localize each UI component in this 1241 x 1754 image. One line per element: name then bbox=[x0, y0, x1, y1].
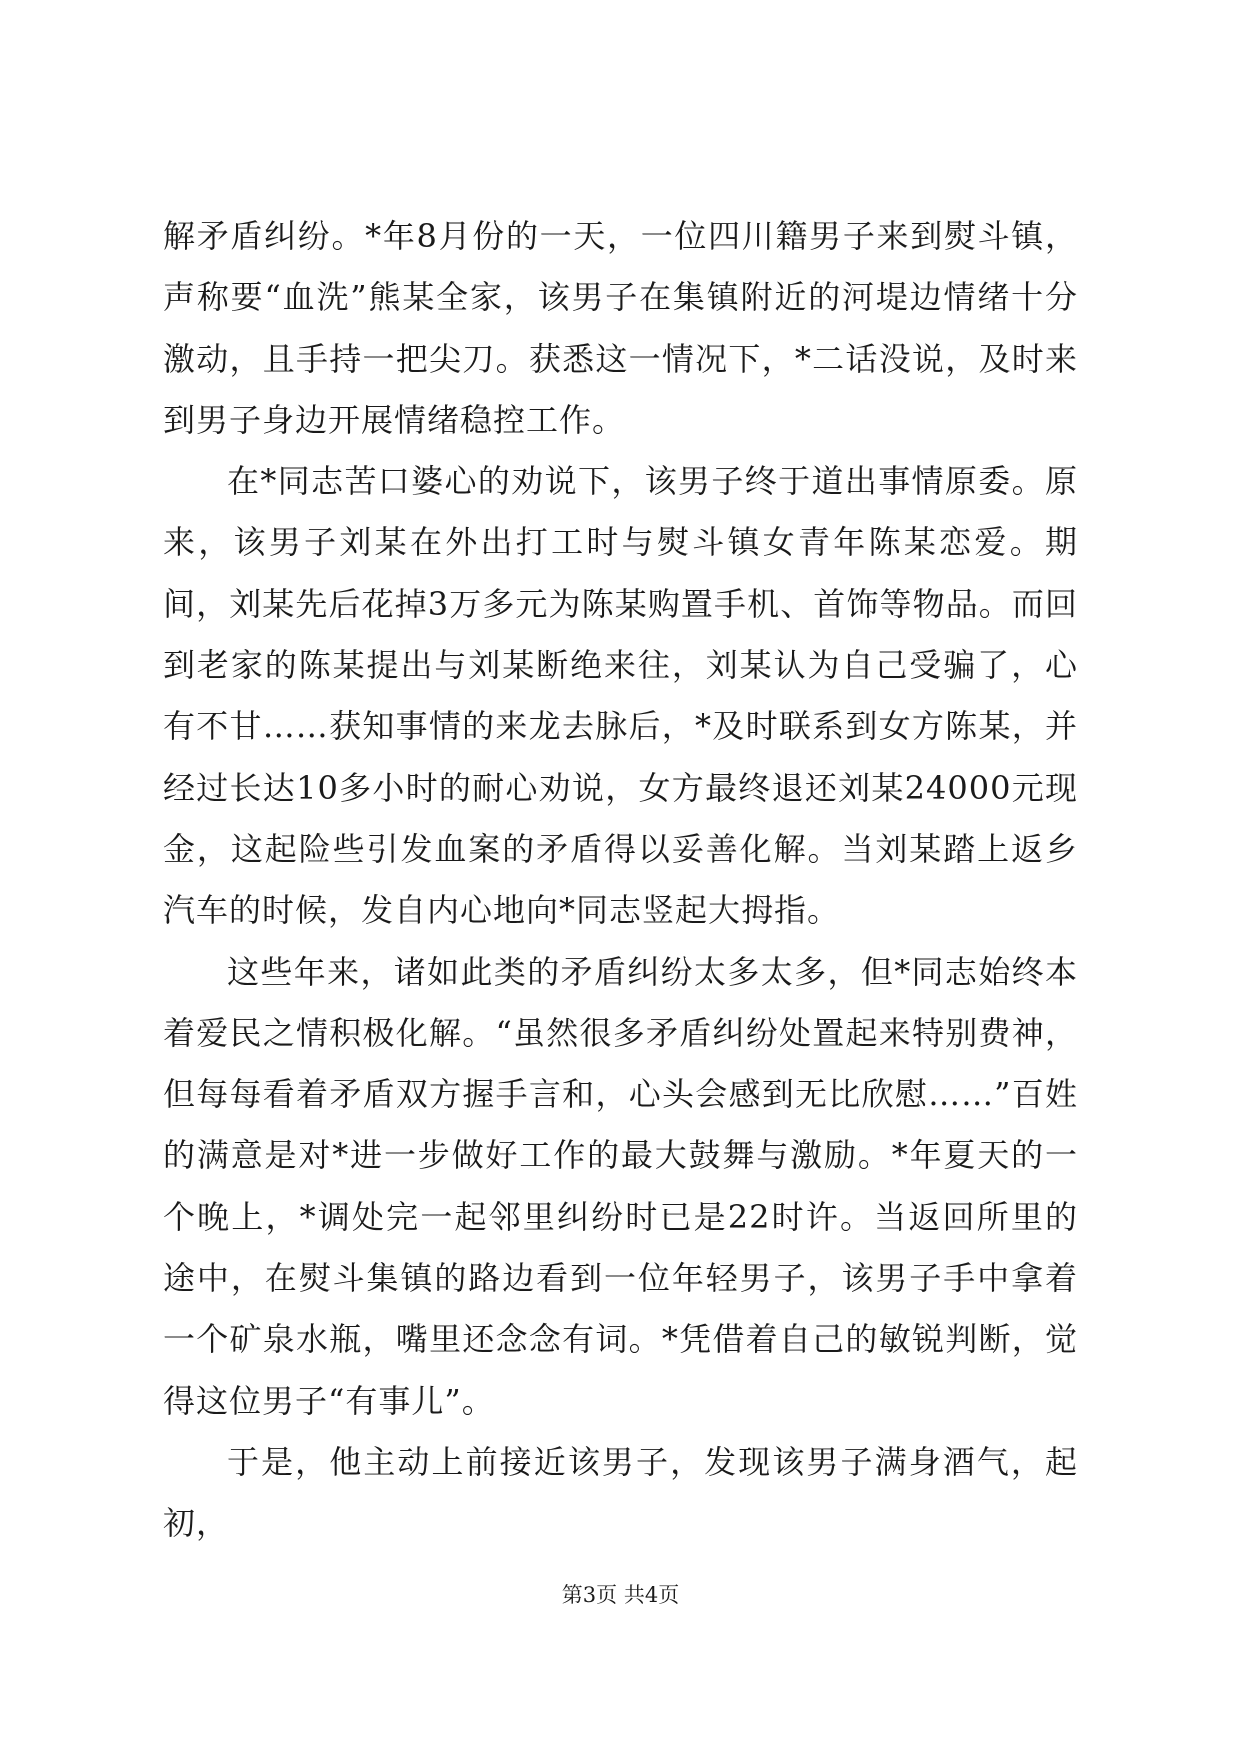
page-number-footer: 第3页 共4页 bbox=[561, 1583, 680, 1607]
paragraph-1: 解矛盾纠纷。*年8月份的一天，一位四川籍男子来到熨斗镇，声称要“血洗”熊某全家，该男子在集镇附近的河堤边情绪十分激动，且手持一把尖刀。获悉这一情况下，*二话没说，及时来到男子身边开展情绪稳控工作。 bbox=[163, 217, 1078, 439]
paragraph-3: 这些年来，诸如此类的矛盾纠纷太多太多，但*同志始终本着爱民之情积极化解。“虽然很多矛盾纠纷处置起来特别费神，但每每看着矛盾双方握手言和，心头会感到无比欣慰……”百姓的满意是对*进一步做好工作的最大鼓舞与激励。*年夏天的一个晚上，*调处完一起邻里纠纷时已是22时许。当返回所里的途中，在熨斗集镇的路边看到一位年轻男子，该男子手中拿着一个矿泉水瓶，嘴里还念念有词。*凭借着自己的敏锐判断，觉得这位男子“有事儿”。 bbox=[163, 952, 1078, 1420]
document-body bbox=[163, 206, 1078, 1555]
paragraph-2: 在*同志苦口婆心的劝说下，该男子终于道出事情原委。原来，该男子刘某在外出打工时与熨斗镇女青年陈某恋爱。期间，刘某先后花掉3万多元为陈某购置手机、首饰等物品。而回到老家的陈某提出与刘某断绝来往，刘某认为自己受骗了，心有不甘……获知事情的来龙去脉后，*及时联系到女方陈某，并经过长达10多小时的耐心劝说，女方最终退还刘某24000元现金，这起险些引发血案的矛盾得以妥善化解。当刘某踏上返乡汽车的时候，发自内心地向*同志竖起大拇指。 bbox=[163, 462, 1078, 930]
paragraph-4: 于是，他主动上前接近该男子，发现该男子满身酒气，起初， bbox=[163, 1442, 1078, 1543]
